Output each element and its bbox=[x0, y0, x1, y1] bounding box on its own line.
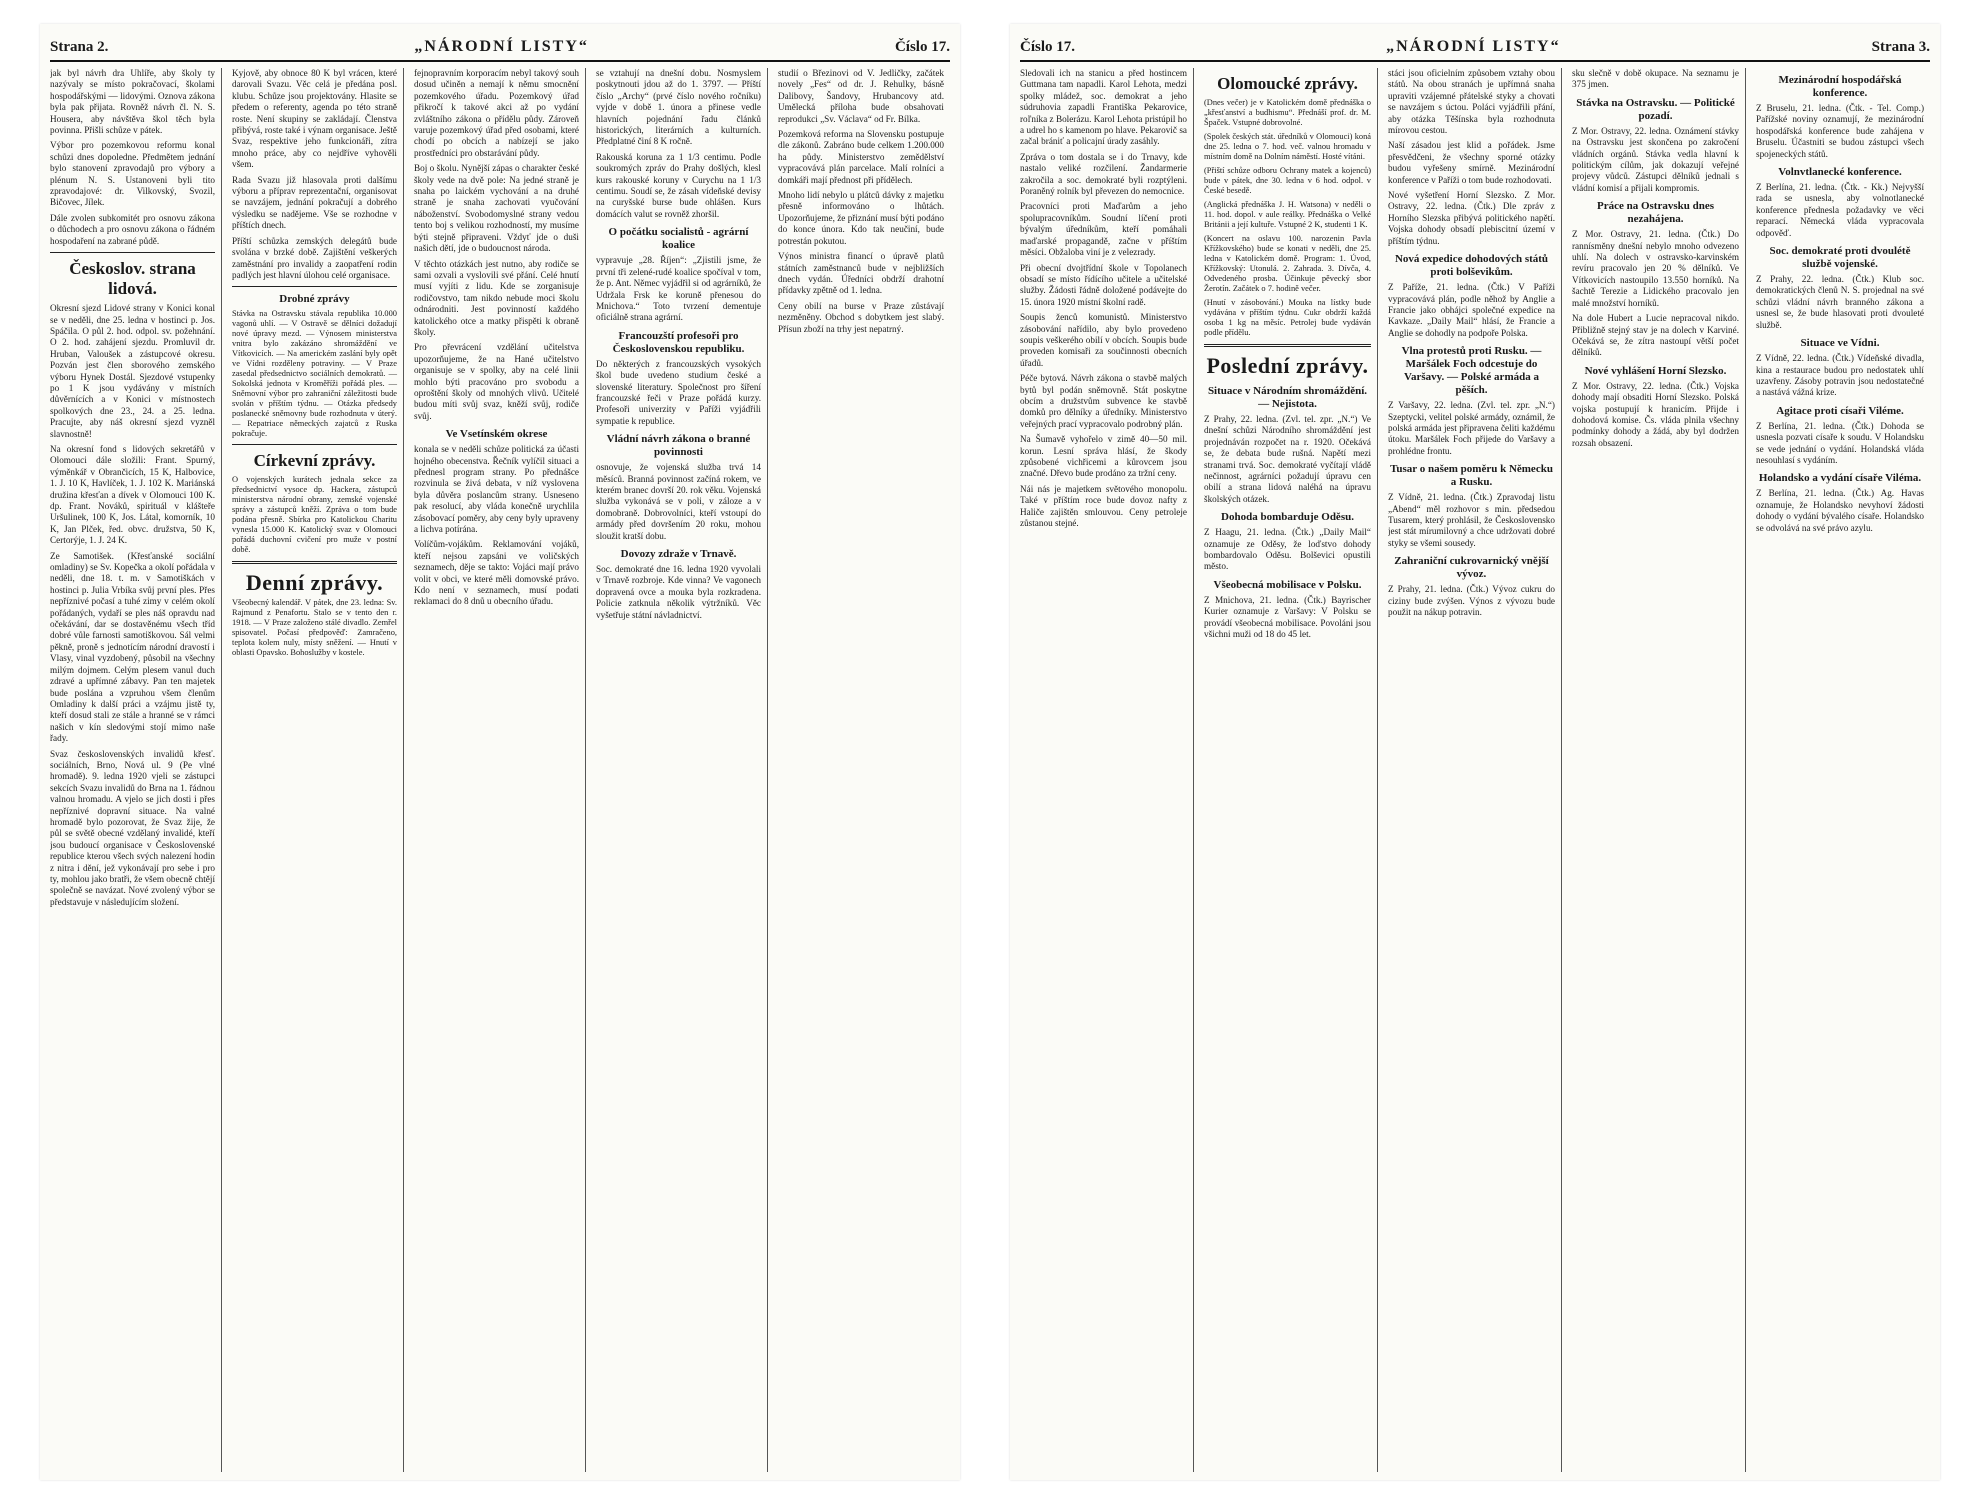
divider bbox=[232, 286, 397, 287]
column-4 bbox=[596, 68, 768, 1472]
column-1 bbox=[50, 68, 222, 1472]
section-heading: Francouzští profesoři pro Československou republiku. bbox=[612, 329, 745, 355]
subheading: Práce na Ostravsku dnes nezahájena. bbox=[1596, 200, 1715, 226]
column-3 bbox=[414, 68, 586, 1472]
section-heading: Olomoucké zprávy. bbox=[1217, 74, 1358, 93]
section-heading: Drobné zprávy bbox=[279, 293, 350, 306]
article-text: Z Mor. Ostravy, 21. ledna. (Čtk.) Do rannísměny dnešní nebylo mnoho odvezeno uhlí. Na dolech v ostravsko-karvinském revíru pracovalo jen 20 % dělníků. Ve Vítkovicích nastoupilo 13.550 horníků. Na šachtě Terezie a Lidického pracovalo jen malé množství horníků. bbox=[1572, 229, 1739, 308]
article-text: Z Mor. Ostravy, 22. ledna. Oznámení stávky na Ostravsku jest skončena po zakročení vládních orgánů. Stávka vedla hlavní k politickým cílům, jak dokazují veřejné projevy vůdců. Zástupci dělníků jednali s vládní komisí a přijali kompromis. bbox=[1572, 125, 1739, 193]
article-text: Nové vyšetření Horní Slezsko. Z Mor. Ostravy, 22. ledna. (Čtk.) Dle zpráv z Horního Slezska přibývá politického napětí. Vojska dohody obsadí plebiscitní území v příštím týdnu. bbox=[1388, 190, 1555, 246]
subheading: Nová expedice dohodových států proti bolševikům. bbox=[1394, 253, 1549, 279]
page-number: Strana 3. bbox=[1871, 38, 1930, 55]
article-text: O vojenských kurátech jednala sekce za předsednictví vysoce dp. Hackera, zástupců ministerstva národní obrany, zemské vojenské správy a zástupců kněží. Zpráva o tom bude podána přesně. Sbírka pro Katolickou Charitu vynesla 15.000 K. Katolický svaz v Olomouci pořádá duchovní cvičení pro muže v postní době. bbox=[232, 475, 397, 555]
article-text: Volíčům-vojákům. Reklamování vojáků, kteří nejsou zapsáni ve voličských seznamech, děje se takto: Vojáci mají právo volit v obci, ve které měli domovské právo. Kdo není v seznamech, musí podati reklamaci do 8 dnů u obecního úřadu. bbox=[414, 539, 579, 607]
masthead: „NÁRODNÍ LISTY“ bbox=[414, 38, 589, 55]
article-text: sku slečně v době okupace. Na seznamu je 375 jmen. bbox=[1572, 68, 1739, 90]
article-text: Zpráva o tom dostala se i do Trnavy, kde nastalo veliké rozčilení. Žandarmerie zakročila a soc. demokraté byli rozptýleni. Poraněný rolník byl převezen do nemocnice. bbox=[1020, 151, 1187, 197]
article-text: Z Varšavy, 22. ledna. (Zvl. tel. zpr. „N.“) Szeptycki, velitel polské armády, oznámil, že polská armáda jest připravena čeliti každému útoku. Maršálek Foch přijede do Varšavy a prohlédne frontu. bbox=[1388, 400, 1555, 456]
article-text: V těchto otázkách jest nutno, aby rodiče se sami ozvali a vyslovili své přání. Celé hnutí musí vyjíti z lidu. Kde se zorganisuje rodičovstvo, tam nikdo nebude moci školu odnárodniti. Jest povinností každého katolického otce a matky přispěti k obraně školy. bbox=[414, 258, 579, 337]
article-text: Sledovali ich na stanicu a před hostincem Guttmana tam napadli. Karol Lehota, medzi spolky mládež, soc. demokrat a jeho súdruhovia zapadli Františka Pekarovice, roľníka z Bolerázu. Karol Lehota pristúpil ho a udrel ho s kamenom po hlave. Pekarovič sa začal brániť a policajní úrady zasáhly. bbox=[1020, 68, 1187, 147]
article-text: (Koncert na oslavu 100. narozenin Pavla Křížkovského) bude se konati v neděli, dne 25. ledna v Katolickém domě. Program: 1. Úvod, Křížkovský: Utonulá. 2. Zahrada. 3. Dívča, 4. Odvedeného prosba. Účinkuje pěvecký sbor Žerotín. Začátek o 7. hodině večer. bbox=[1204, 234, 1371, 293]
subheading: Vlna protestů proti Rusku. — Maršálek Foch odcestuje do Varšavy. — Polské armáda a pěších. bbox=[1401, 345, 1542, 397]
section-heading: Českoslov. strana lidová. bbox=[69, 259, 196, 299]
subheading: Volnvtlanecké konference. bbox=[1778, 166, 1902, 179]
subheading: Agitace proti císaři Viléme. bbox=[1776, 404, 1904, 417]
article-text: se vztahují na dnešní dobu. Nosmyslem poskytnouti jdou až do 1. 3797. — Příští číslo „Archy“ (prvé číslo nového ročníku) vyjde v době 1. února a přinese vedle hlavních pojednání řadu článků historických, literárních a kulturních. Předplatné činí 8 K ročně. bbox=[596, 68, 761, 147]
article-text: vypravuje „28. Říjen“: „Zjistili jsme, že první tři zelené-rudé koalice spočíval v tom, že p. Ant. Němec vyjádřil si od agrárníků, že Udržala Frsk ke koruně přenesou do Mnichova.“ Toto tvrzení dementuje oficiálně strana agrární. bbox=[596, 255, 761, 323]
section-heading: Ve Vsetínském okrese bbox=[445, 428, 548, 441]
left-page bbox=[40, 24, 960, 1480]
article-text: Z Paříže, 21. ledna. (Čtk.) V Paříži vypracovává plán, podle něhož by Anglie a Francie jako obhájci společné expedice na Kavkaze. „Daily Mail“ hlásí, že Francie a Anglie se dohodly na podpoře Polska. bbox=[1388, 282, 1555, 338]
article-text: stáci jsou oficielním způsobem vztahy obou států. Na obou stranách je upřímná snaha upraviti vzájemné přátelské styky a chovati se navzájem s úctou. Poláci vyjádřili přání, aby otázka Těšínska byla rozhodnuta mírovou cestou. bbox=[1388, 68, 1555, 136]
article-text: Z Prahy, 21. ledna. (Čtk.) Vývoz cukru do ciziny bude zvýšen. Výnos z vývozu bude použit na nákup potravin. bbox=[1388, 584, 1555, 617]
news-notes: Stávka na Ostravsku stávala republika 10.000 vagonů uhlí. — V Ostravě se dělníci dožadují nové úpravy mezd. — Výnosem ministerstva vnitra bylo zakázáno shromáždění ve Vítkovicích. — Na americkém zaslání byly opět ve Vídni rozděleny potraviny. — V Praze zasedal předsednictvo sociálních demokratů. — Sokolská jednota v Kroměříži pořádá ples. — Sněmovní výbor pro zahraniční záležitosti bude svolán v příštím týdnu. — Otázka předsedy poslanecké sněmovny bude rozhodnuta v úterý. — Repatriace německých zajatců z Ruska pokračuje. bbox=[232, 309, 397, 439]
columns bbox=[50, 68, 950, 1472]
article-text: osnovuje, že vojenská služba trvá 14 měsíců. Branná povinnost začíná rokem, ve kterém branec dovrší 20. rok věku. Vojenská služba vykonává se v poli, v záloze a v domobraně. Dobrovolníci, kteří vstoupí do armády před dovršením 20 roku, mohou sloužit kratší dobu. bbox=[596, 462, 761, 541]
article-text: Z Haagu, 21. ledna. (Čtk.) „Daily Mail“ oznamuje ze Oděsy, že loďstvo dohody bombardovalo Oděsu. Bolševici opustili město. bbox=[1204, 527, 1371, 572]
article-text: (Spolek českých stát. úředníků v Olomouci) koná dne 25. ledna o 7. hod. več. valnou hromadu v místním domě na Dolním náměstí. Hosté vítáni. bbox=[1204, 132, 1371, 161]
subheading: Soc. demokraté proti dvoulétě službě vojenské. bbox=[1769, 245, 1911, 271]
subheading: Mezinárodní hospodářská konference. bbox=[1778, 74, 1902, 99]
article-text: Na Šumavě vyhořelo v zimě 40—50 mil. korun. Lesní správa hlásí, že škody způsobené vichřicemi a kůrovcem jsou značné. Dřevo bude prodáno za tržní ceny. bbox=[1020, 434, 1187, 479]
article-text: Výnos ministra financí o úpravě platů státních zaměstnanců bude v nejbližších dnech vydán. Úředníci obdrží drahotní přídavky zpětně od 1. ledna. bbox=[778, 251, 944, 296]
article-text: Ceny obilí na burse v Praze zůstávají nezměněny. Obchod s dobytkem jest slabý. Přísun zboží na trhy jest nepatrný. bbox=[778, 300, 944, 334]
article-text: Příští schůzka zemských delegátů bude svolána v brzké době. Zajištění veškerých zaměstnání pro invalidy a zaopatření rodin padlých jest hlavní úlohou celé organisace. bbox=[232, 235, 397, 280]
column-1 bbox=[1020, 68, 1194, 1472]
article-text: Rada Svazu již hlasovala proti dalšímu výboru a příprav reprezentační, organisovat se navzájem, jednání pokračují a dobrého výsledku se nadějeme. Vše se rozhodne v příštích dnech. bbox=[232, 174, 397, 231]
subheading: Tusar o našem poměru k Německu a Rusku. bbox=[1390, 463, 1553, 489]
article-text: Dále zvolen subkomitét pro osnovu zákona o důchodech a pro osnovu zákona o řádném hospodaření na zabrané půdě. bbox=[50, 212, 215, 246]
article-text: Při obecní dvojtřídní škole v Topolanech obsadí se místo řídícího učitele a učitelské služby. Žádosti řádně doložené podávejte do 15. února 1920 místní školní radě. bbox=[1020, 262, 1187, 307]
article-text: Boj o školu. Nynější zápas o charakter české školy vede na dvě pole: Na jedné straně je snaha po laickém vychování a na druhé straně je snaha zachovati vyučování náboženství. Svobodomyslné strany vedou tento boj s velikou rozhodností, my musíme býti stejně připraveni. Vždyť jde o duši našich dětí, jde o budoucnost národa. bbox=[414, 163, 579, 254]
article-text: konala se v neděli schůze politická za účasti hojného obecenstva. Řečník vylíčil situaci a přednesl program strany. Po přednášce rozvinula se živá debata, v níž vyslovena byla důvěra poslancům strany. Usneseno pak resolucí, aby vláda konečně urychlila zásobovací poměry, aby ceny byly upraveny a lichva potírána. bbox=[414, 444, 579, 535]
article-text: Z Vídně, 22. ledna. (Čtk.) Vídeňské divadla, kina a restaurace budou pro nedostatek uhlí uzavřeny. Zásoby potravin jsou nedostatečné a nastává vážná krize. bbox=[1756, 353, 1924, 398]
column-5 bbox=[1756, 68, 1930, 1472]
article-text: Z Vídně, 21. ledna. (Čtk.) Zpravodaj listu „Abend“ měl rozhovor s min. předsedou Tusarem, který prohlásil, že Československo jest stát mírumilovný a chce udržovati dobré styky se všemi sousedy. bbox=[1388, 492, 1555, 548]
article-text: Okresní sjezd Lidové strany v Konici konal se v neděli, dne 25. ledna v hostinci p. Jos. Spáčila. O půl 2. hod. odpol. sv. požehnání. O 2. hod. zahájení sjezdu. Promluvil dr. Hruban, Valoušek a zástupcové okresu. Pozván jest člen sborového zemského výboru Hynek Dostál. Sjezdové vstupenky po 1 K jsou vydávány v místních důvěrnících a v Konici v místnostech spolkových dne 23., 24. a 25. ledna. Pracujte, aby náš okresní sjezd vyzněl slavnostně! bbox=[50, 303, 215, 439]
article-text: jak byl návrh dra Uhlíře, aby školy ty nazývaly se místo pokračovací, školami hospodářskými — lidovými. Oznova zákona byla pak přijata. Rovněž návrh čl. N. S. Housera, aby návštěva škol těch byla povinna. Přišli schůze v pátek. bbox=[50, 68, 215, 136]
article-text: Kyjově, aby obnoce 80 K byl vrácen, které darovali Svazu. Věc celá je předána posl. klubu. Schůze jsou projektovány. Hlasite se předem o referenty, agenda po této straně roste. Není skupiny se zakládají. Členstva přibývá, roste také i výnam organisace. Ještě Svaz, respektive jeho funkcionáři, zítra mnoho práce, aby co nejdříve vyhověli všem. bbox=[232, 68, 397, 170]
issue-number: Číslo 17. bbox=[1020, 38, 1076, 55]
column-4 bbox=[1572, 68, 1746, 1472]
subheading: Holandsko a vydání císaře Viléma. bbox=[1758, 472, 1922, 485]
article-text: Ze Samotišek. (Křesťanské sociální omladiny) se Sv. Kopečka a okolí pořádala v neděli, dne 18. t. m. v Samotiškách v hostinci p. Julia Vrbíka svůj první ples. Přes nepříznivé počasí a tuhé zimy v celém okolí pořádaných, vydaří se ples náš opravdu nad očekávání, dar se dostavěnému všech tříd dobré vůle farnosti samotiškovou. Sál velmi pěkně, proně s jednotícím národní dravostí i Vlasy, vinal vyzdobený, působil na všechny milým dojmem. Celým plesem vanul duch zdravé a upřímné zábavy. Pan ten majetek bude poslána a vzpruhou všem členům Omladiny k další práci a vzájmu jistě ty, kteří dosud stali ze stále a hranné se v rámci našich v kín sledovými stojí mimo naše řady. bbox=[50, 550, 215, 744]
article-text: Pozemková reforma na Slovensku postupuje dle zákonů. Zabráno bude celkem 1.200.000 ha půdy. Ministerstvo zemědělství vypracovává plán parcelace. Malí rolníci a domkáři mají přednost při přídělech. bbox=[778, 129, 944, 185]
article-text: Pracovníci proti Maďarům a jeho spolupracovníkům. Soudní líčení proti bývalým úředníkům, kteří pomáhali maďarské propagandě, začne v příštím měsíci. Obžaloba viní je z velezrady. bbox=[1020, 201, 1187, 258]
article-text: Svaz československých invalidů křesť. sociálních, Brno, Nová ul. 9 (Pe vlné hromadě). 9. ledna 1920 vjeli se zástupci sekcích Svazu invalidů do Brna na 1. řádnou valnou hromadu. A vjelo se jich dosti i přes nepříznivé dopravní situace. Na valné hromadě bylo pozorovat, že Svaz žije, že půl se světě obecné vzdělaný invalidé, kteří jsou budoucí organisace v Československé republice kterou všech svých nalezení hodin z nitra i dění, jež vykonávají pro sebe i pro ty, mohlou jako bratři, že všem obecně chtějí společně se navázat. Nové zvolený výbor se představuje v následujícím složení. bbox=[50, 748, 215, 907]
subheading: Stávka na Ostravsku. — Politické pozadí. bbox=[1576, 96, 1735, 122]
article-text: Z Bruselu, 21. ledna. (Čtk. - Tel. Comp.) Pařížské noviny oznamují, že mezinárodní hospodářská konference bude zahájena v Bruselu. Účastniti se budou zástupci všech spojeneckých států. bbox=[1756, 103, 1924, 159]
article-text: Na okresní fond s lidových sekretářů v Olomouci dále složili: Frant. Spurný, výměnkář v Obrančicích, 15 K, Halbovice, 1. J. 10 K, Havlíček, 1. J. 102 K. Mariánská družina křesťan a dívek v Olomouci 100 K. dp. Frant. Nováků, spirituál v klášteře Uršulinek, 100 K, Jos. Látal, komorník, 10 K, Jan Plček, řed. obvc. družstva, 50 K, Certorýje, 1. J. 24 K. bbox=[50, 443, 215, 546]
masthead: „NÁRODNÍ LISTY“ bbox=[1386, 38, 1561, 55]
article-text: (Anglická přednáška J. H. Watsona) v neděli o 11. hod. dopol. v aule reálky. Přednáška o Velké Británii a její kultuře. Vstupné 2 K, studenti 1 K. bbox=[1204, 200, 1371, 229]
section-heading: O počátku socialistů - agrární koalice bbox=[608, 226, 749, 252]
column-3 bbox=[1388, 68, 1562, 1472]
article-text: Z Mnichova, 21. ledna. (Čtk.) Bayrischer Kurier oznamuje z Varšavy: V Polsku se provádí všeobecná mobilisace. Povoláni jsou všichni muži od 18 do 45 let. bbox=[1204, 594, 1371, 640]
article-text: fejnopravním korporacím nebyl takový souh dosud učiněn a nemají k němu smocnění pozemkového úřadu. Pozemkový úřad přikročí k takové akci až po vydání zvláštního zákona o přídělu půdy. Zároveň varuje pozemkový úřad před osobami, které chodí po obcích a nabízejí se jako prostředníci pro obstarávání půdy. bbox=[414, 68, 579, 158]
article-text: Z Prahy, 22. ledna. (Zvl. tel. zpr. „N.“) Ve dnešní schůzi Národního shromáždění jest projednáván rozpočet na r. 1920. Očekává se, že debata bude rušná. Napětí mezi stranami trvá. Soc. demokraté vyčítají vládě nečinnost, agrárníci požadují úpravu cen obilí a strana lidová naléhá na úpravu školských otázek. bbox=[1204, 414, 1371, 504]
section-heading: Dovozy zdraže v Trnavě. bbox=[620, 548, 737, 560]
article-text: (Přiští schůze odboru Ochrany matek a kojenců) bude v pátek, dne 30. ledna v 6 hod. odpol. v České besedě. bbox=[1204, 166, 1371, 195]
article-text: Soupis ženců komunistů. Ministerstvo zásobování nařídilo, aby bylo provedeno soupis veškerého obilí v obcích. Soupis bude proveden komisaři za součinnosti obecních úřadů. bbox=[1020, 312, 1187, 368]
subheading: Situace v Národním shromáždění. — Nejistota. bbox=[1207, 385, 1368, 410]
article-text: Z Prahy, 22. ledna. (Čtk.) Klub soc. demokratických členů N. S. projednal na své schůzi vládní návrh branného zákona a usnesl se, že bude hlasovati proti dvouleté službě. bbox=[1756, 274, 1924, 330]
subheading: Zahraniční cukrovarnický vnější vývoz. bbox=[1394, 555, 1549, 581]
subheading: Situace ve Vídni. bbox=[1800, 337, 1880, 350]
columns bbox=[1020, 68, 1930, 1472]
article-text: (Hnutí v zásobování.) Mouka na lístky bude vydávána v příštím týdnu. Cukr obdrží každá osoba 1 kg na měsíc. Petrolej bude vydáván podle přídělu. bbox=[1204, 298, 1371, 337]
right-page bbox=[1010, 24, 1940, 1480]
page-number: Strana 2. bbox=[50, 38, 109, 55]
article-text: Z Berlína, 21. ledna. (Čtk.) Dohoda se usnesla pozvati císaře k soudu. V Holandsku se vede jednání o vydání. Holandská vláda nesouhlasí s vydáním. bbox=[1756, 420, 1924, 465]
article-text: Nái nás je majetkem světového monopolu. Také v příštím roce bude dovoz nafty z Haliče zajištěn smlouvou. Ceny petroleje zůstanou stejné. bbox=[1020, 483, 1187, 529]
section-heading: Denní zprávy. bbox=[245, 570, 384, 596]
subheading: Nové vyhlášení Horní Slezsko. bbox=[1584, 364, 1727, 377]
section-heading: Vládní návrh zákona o branné povinnosti bbox=[606, 433, 751, 459]
article-text: Na dole Hubert a Lucie nepracoval nikdo. Přibližně stejný stav je na dolech v Karviné. Očekává se, že zítra nastoupí větší počet dělníků. bbox=[1572, 313, 1739, 358]
column-5 bbox=[778, 68, 950, 1472]
column-2 bbox=[1204, 68, 1378, 1472]
divider bbox=[232, 444, 397, 445]
subheading: Všeobecná mobilisace v Polsku. bbox=[1213, 578, 1362, 591]
article-text: Soc. demokraté dne 16. ledna 1920 vyvolali v Trnavě rozbroje. Kde vinna? Ve vagonech dopravená ovce a mouka byla rozkradena. Policie zatknula několik výtržníků. Věc vyšetřuje státní návladnictví. bbox=[596, 564, 761, 620]
article-text: Všeobecný kalendář. V pátek, dne 23. ledna: Sv. Rajmund z Penafortu. Stalo se v tento den r. 1918. — V Praze založeno stálé divadlo. Zemřel spisovatel. Počasí předpověď: Zamračeno, teplota kolem nuly, místy sněžení. — Hnutí v oblasti Opavsko. Bohoslužby v kostele. bbox=[232, 598, 397, 658]
article-text: Z Mor. Ostravy, 22. ledna. (Čtk.) Vojska dohody mají obsaditi Horní Slezsko. Polská vojska postupují k hranicím. Přijde i dohodová komise. Čs. vláda plnila všechny podmínky dohody a žádá, aby byl dodržen rozsah obsazení. bbox=[1572, 380, 1739, 448]
article-text: Rakouská koruna za 1 1/3 centimu. Podle soukromých zpráv do Prahy došlých, klesl kurs rakouské koruny v Curychu na 1 1/3 centimu. Soudí se, že zásah vídeňské devisy na curyšské burse bude ohlášen. Kurs domácích valut se rovněž zhoršil. bbox=[596, 151, 761, 219]
section-heading: Poslední zprávy. bbox=[1206, 353, 1369, 378]
article-text: Naší zásadou jest klid a pořádek. Jsme přesvědčeni, že všechny sporné otázky budou vyřešeny smírně. Mezinárodní konference v Paříži o tom bude rozhodovati. bbox=[1388, 140, 1555, 185]
article-text: Výbor pro pozemkovou reformu konal schůzi dnes dopoledne. Předmětem jednání bylo stanovení zpravodajů pro výbory a plénum N. S. Ustanoveni byli tito zpravodajové: dr. Vilkovský, Svozil, Bičovec, Jílek. bbox=[50, 140, 215, 208]
article-text: Mnoho lidí nebylo u plátců dávky z majetku přesně informováno o lhůtách. Upozorňujeme, že přiznání musí býti podáno do konce února. Kdo tak neučiní, bude potrestán pokutou. bbox=[778, 190, 944, 246]
article-text: Péče bytová. Návrh zákona o stavbě malých bytů byl podán sněmovně. Stát poskytne obcím a družstvům subvence ke stavbě domků pro dělníky a úředníky. Ministerstvo veřejných prací vypracovalo podrobný plán. bbox=[1020, 373, 1187, 429]
divider bbox=[50, 252, 215, 253]
article-text: Pro převrácení vzdělání učitelstva upozorňujeme, že na Hané učitelstvo organisuje se v spolky, aby na celé linii mohlo býti pracováno pro svobodu a oproštění školy od mnohých vlivů. Učitelé budou míti svůj svaz, kněží svůj, rodiče svůj. bbox=[414, 342, 579, 421]
article-text: Do některých z francouzských vysokých škol bude uvedeno studium české a slovenské literatury. Společnost pro šíření francouzské řeči v Praze pořádá kurzy. Profesoři univerzity v Paříži vyjádřili sympatie k republice. bbox=[596, 358, 761, 426]
divider bbox=[1204, 344, 1371, 347]
article-text: (Dnes večer) je v Katolickém domě přednáška o „křesťanství a budhismu“. Přednáší prof. dr. M. Špaček. Vstupné dobrovolné. bbox=[1204, 98, 1371, 127]
running-head bbox=[1020, 34, 1930, 62]
subheading: Dohoda bombarduje Oděsu. bbox=[1221, 511, 1354, 524]
divider bbox=[232, 561, 397, 564]
article-text: studií o Březinovi od V. Jedličky, začátek novely „Fes“ od dr. J. Rehulky, básně Dalibovy, Šandovy, Hrubancovy atd. Umělecká příloha bude obsahovati reprodukci „Sv. Václava“ od Fr. Bílka. bbox=[778, 68, 944, 124]
running-head bbox=[50, 34, 950, 62]
column-2 bbox=[232, 68, 404, 1472]
article-text: Z Berlína, 21. ledna. (Čtk. - Kk.) Nejvyšší rada se usnesla, aby volnotlanecké konference přednesla požadavky ve věci reparací. Německá vláda vypracovala odpověď. bbox=[1756, 182, 1924, 238]
section-heading: Církevní zprávy. bbox=[253, 451, 376, 471]
article-text: Z Berlína, 21. ledna. (Čtk.) Ag. Havas oznamuje, že Holandsko nevyhoví žádosti dohody o vydání bývalého císaře. Holandsko se odvolává na své právo azylu. bbox=[1756, 488, 1924, 533]
issue-number: Číslo 17. bbox=[894, 38, 950, 55]
